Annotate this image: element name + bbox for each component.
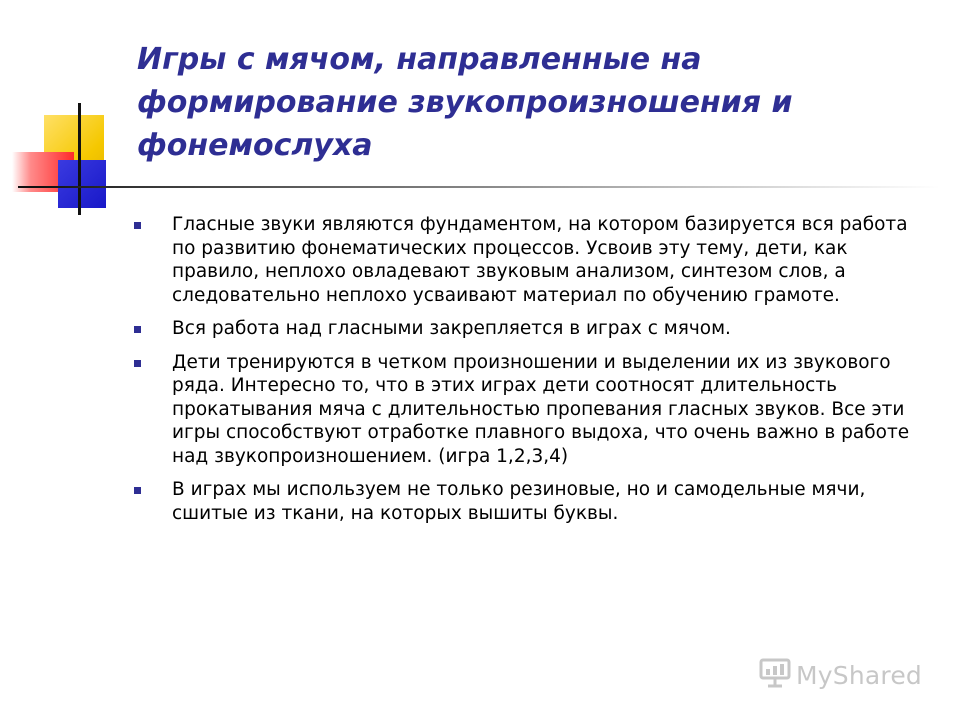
bullet-item bbox=[134, 351, 924, 469]
bullet-item bbox=[134, 478, 924, 525]
bullet-text: В играх мы используем не только резиновые, но и самодельные мячи, сшитые из ткани, на которых вышиты буквы. bbox=[172, 479, 866, 524]
decorative-blue-square bbox=[58, 160, 106, 208]
title-underline-rule bbox=[40, 186, 940, 188]
bullet-item bbox=[134, 317, 924, 341]
watermark-brand: MyShared bbox=[796, 660, 922, 690]
square-bullet-icon bbox=[134, 222, 141, 229]
bullet-text: Вся работа над гласными закрепляется в играх с мячом. bbox=[172, 318, 731, 339]
decorative-vertical-line bbox=[78, 103, 81, 215]
slide-title: Игры с мячом, направленные на формирование звукопроизношения и фонемослуха bbox=[137, 42, 793, 163]
bullet-list bbox=[134, 213, 924, 535]
bullet-item bbox=[134, 213, 924, 307]
square-bullet-icon bbox=[134, 360, 141, 367]
square-bullet-icon bbox=[134, 487, 141, 494]
bullet-text: Дети тренируются в четком произношении и выделении их из звукового ряда. Интересно то, что в этих играх дети соотносят длительность прокатывания мяча с длительностью пропевания гласных звуков. Все эти игры способствуют отработке плавного выдоха, что очень важно в работе над звукопроизношением. (игра 1,2,3,4) bbox=[172, 351, 910, 467]
bullet-text: Гласные звуки являются фундаментом, на котором базируется вся работа по развитию фонематических процессов. Усвоив эту тему, дети, как правило, неплохо овладевают звуковым анализом, синтезом слов, а следовательно неплохо усваивают материал по обучению грамоте. bbox=[172, 214, 908, 306]
watermark bbox=[758, 658, 922, 692]
square-bullet-icon bbox=[134, 326, 141, 333]
presentation-board-icon bbox=[758, 658, 792, 692]
